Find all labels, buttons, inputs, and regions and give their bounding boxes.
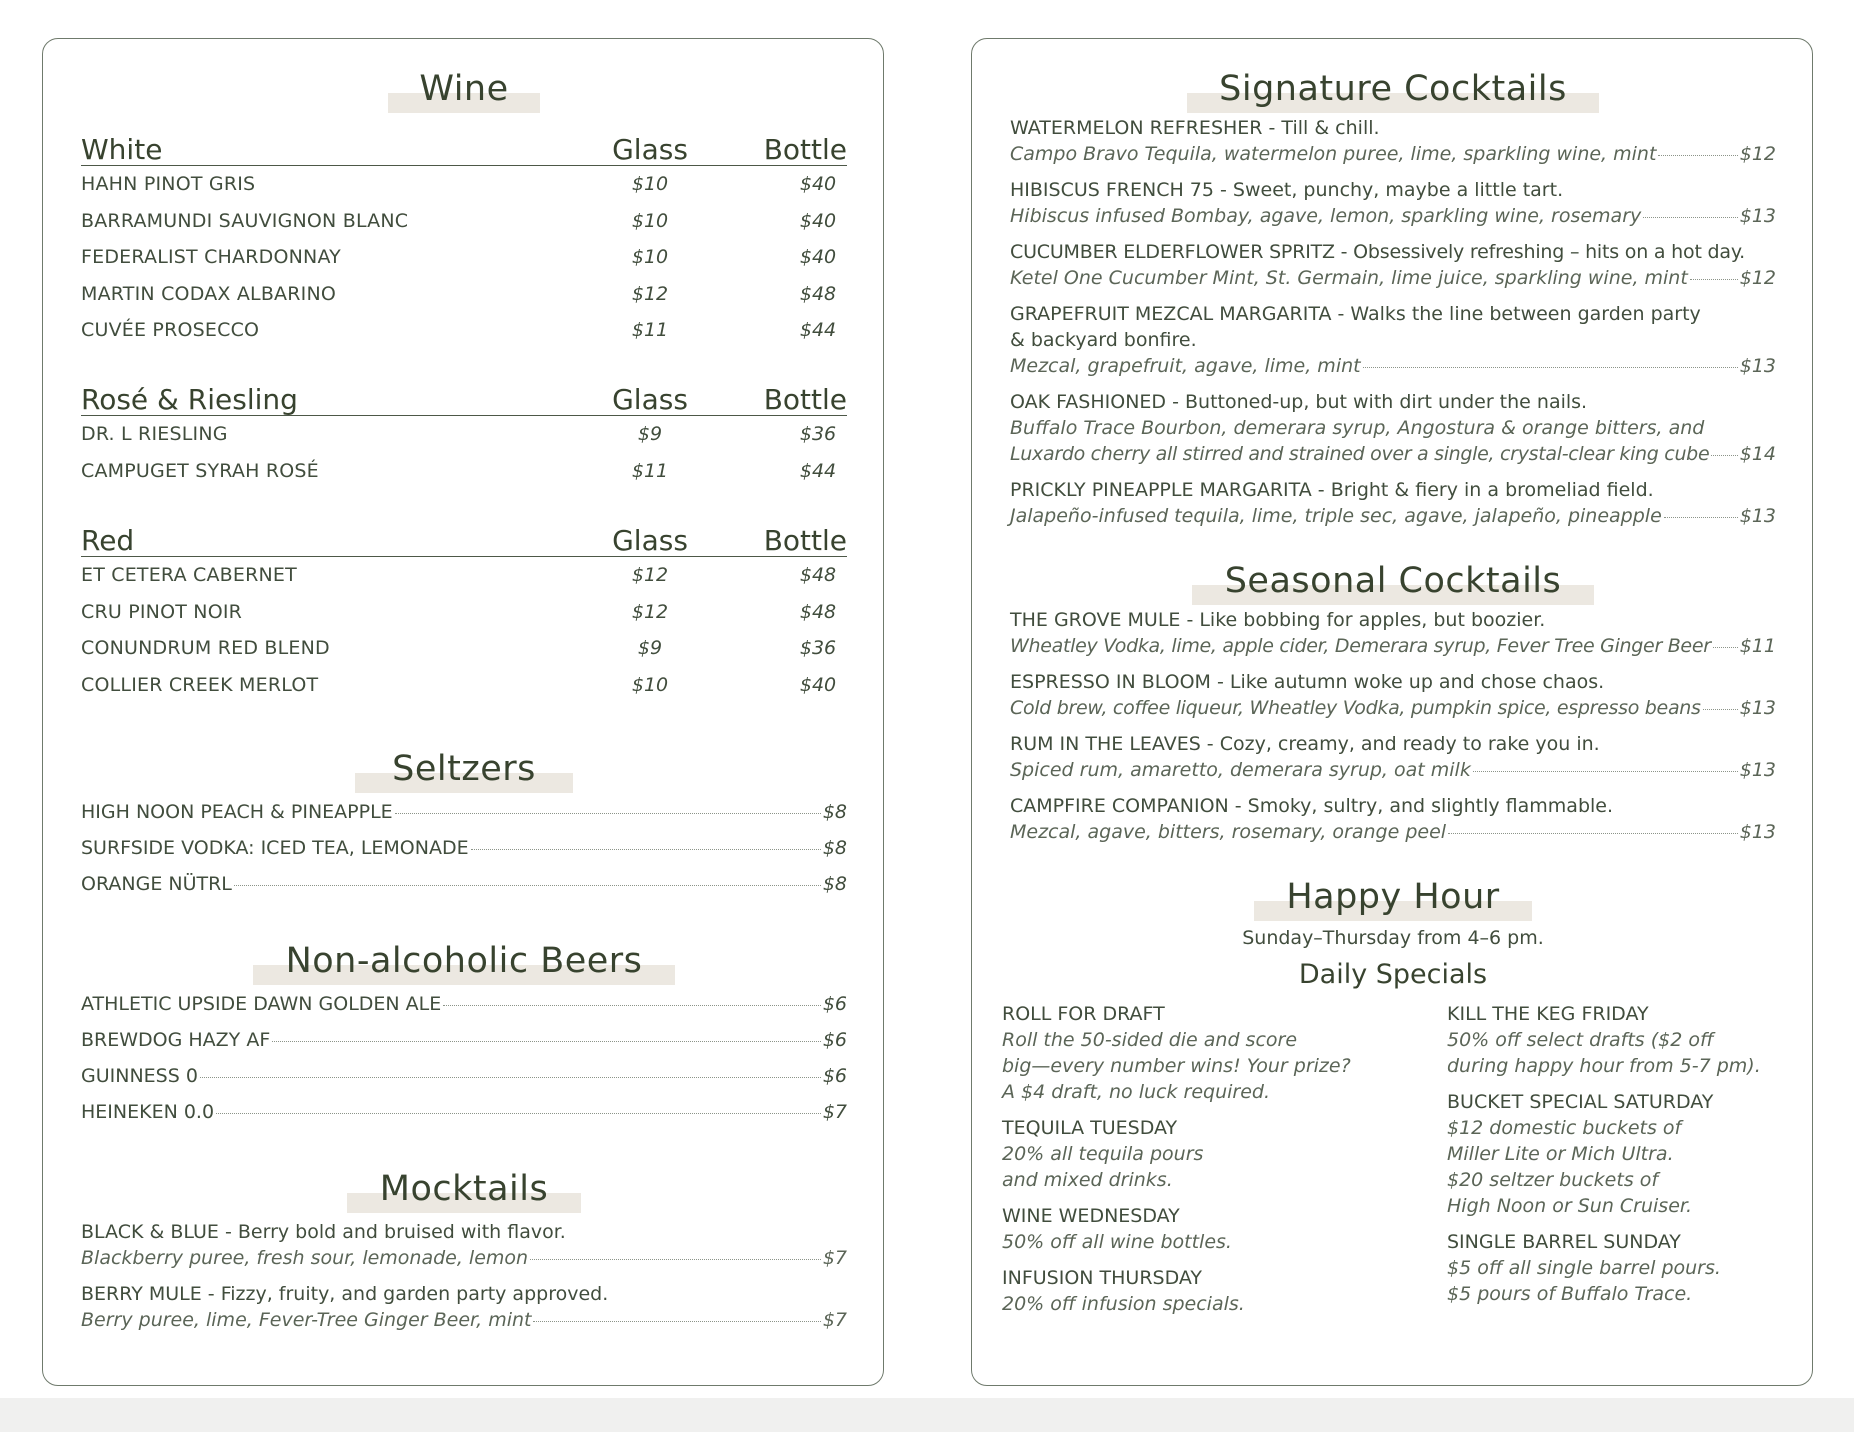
dot-leader [1703,709,1738,710]
wine-group-header [81,131,847,166]
signature-section [1010,69,1776,539]
item-price: $6 [822,1029,847,1051]
special-title: BUCKET SPECIAL SATURDAY [1447,1091,1714,1113]
cocktail-item [1010,477,1776,529]
item-desc: Ketel One Cucumber Mint, St. Germain, lime juice, sparkling wine, mint [1010,267,1688,289]
dot-leader [1713,647,1738,648]
special-item [1447,1001,1787,1079]
item-desc: Jalapeño-infused tequila, lime, triple sec, agave, jalapeño, pineapple [1010,505,1662,527]
happy-hour-title: Happy Hour [1286,877,1500,917]
special-item [1447,1229,1787,1307]
item-price: $7 [822,1309,847,1331]
item-price: $7 [822,1101,847,1123]
item-price: $13 [1739,821,1776,843]
special-title: TEQUILA TUESDAY [1002,1117,1178,1139]
wine-group-header [81,522,847,557]
bottle-price: $36 [799,423,837,446]
cocktail-item [1010,239,1776,291]
daily-specials-title: Daily Specials [1298,959,1488,990]
item-desc-row [1010,203,1776,229]
section-title-seltzers [81,749,847,793]
item-price: $8 [822,873,847,895]
item-title: RUM IN THE LEAVES - Cozy, creamy, and ready to rake you in. [1010,733,1600,755]
special-title: ROLL FOR DRAFT [1002,1003,1165,1025]
special-desc: big—every number wins! Your prize? [1002,1055,1351,1077]
item-price: $13 [1739,355,1776,377]
special-desc: Miller Lite or Mich Ultra. [1447,1143,1674,1165]
happy-hour-hours: Sunday–Thursday from 4–6 pm. [1242,927,1544,949]
special-desc: $12 domestic buckets of [1447,1117,1682,1139]
item-desc-row [81,1245,847,1271]
cocktail-item [1010,731,1776,783]
bottle-price: $44 [799,319,837,342]
item-title: CAMPFIRE COMPANION - Smoky, sultry, and slightly flammable. [1010,795,1614,817]
item-title: CUCUMBER ELDERFLOWER SPRITZ - Obsessively refreshing – hits on a hot day. [1010,241,1746,263]
glass-price: $12 [631,600,669,623]
wine-row [81,276,847,313]
special-desc: $5 off all single barrel pours. [1447,1257,1721,1279]
glass-price: $12 [631,564,669,587]
special-item [1002,1001,1402,1105]
section-title-happy-hour [1010,877,1776,921]
special-desc: during happy hour from 5-7 pm). [1447,1055,1761,1077]
signature-title: Signature Cocktails [1219,69,1567,109]
wine-row [81,166,847,203]
wine-row [81,594,847,631]
item-price: $12 [1739,267,1776,289]
mocktails-title: Mocktails [379,1169,549,1209]
item-price: $6 [822,1065,847,1087]
bottle-price: $40 [799,673,837,696]
cocktail-item [1010,389,1776,467]
mocktail-item [81,1219,847,1271]
menu-panel-right [971,38,1813,1386]
item-price: $7 [822,1247,847,1269]
item-desc: Cold brew, coffee liqueur, Wheatley Vodka, pumpkin spice, espresso beans [1010,697,1701,719]
item-desc-row [1010,265,1776,291]
special-desc: and mixed drinks. [1002,1169,1173,1191]
special-title: KILL THE KEG FRIDAY [1447,1003,1649,1025]
item-name: HIGH NOON PEACH & PINEAPPLE [81,801,393,823]
item-name: ATHLETIC UPSIDE DAWN GOLDEN ALE [81,993,442,1015]
glass-price: $10 [631,673,669,696]
wine-group-rose-riesling [81,381,847,489]
item-desc: Mezcal, agave, bitters, rosemary, orange peel [1010,821,1447,843]
wine-group-header [81,381,847,416]
special-item [1447,1089,1787,1219]
bottom-strip [0,1398,1854,1432]
glass-price: $10 [631,246,669,269]
special-desc: 50% off all wine bottles. [1002,1231,1232,1253]
wine-name: CRU PINOT NOIR [81,600,243,623]
special-desc: A $4 draft, no luck required. [1002,1081,1270,1103]
dot-leader [1363,367,1738,368]
item-price: $8 [822,837,847,859]
section-title-signature [1010,69,1776,113]
dot-leader [1658,155,1737,156]
dot-leader [533,1321,820,1322]
wine-name: MARTIN CODAX ALBARINO [81,282,337,305]
wine-row [81,203,847,240]
item-title-continued: & backyard bonfire. [1010,329,1197,351]
special-title: WINE WEDNESDAY [1002,1205,1180,1227]
beers-title: Non-alcoholic Beers [285,941,643,981]
item-title: HIBISCUS FRENCH 75 - Sweet, punchy, maybe a little tart. [1010,179,1564,201]
group-name: Rosé & Riesling [81,383,298,416]
seltzers-title: Seltzers [392,749,536,789]
item-price: $6 [822,993,847,1015]
wine-name: DR. L RIESLING [81,423,228,446]
dot-leader [234,885,821,886]
group-name: Red [81,524,135,557]
item-desc: Berry puree, lime, Fever-Tree Ginger Beer, mint [81,1309,532,1331]
list-item [81,873,847,909]
cocktail-item [1010,177,1776,229]
bottle-price: $48 [799,282,837,305]
item-desc-row [1010,819,1776,845]
glass-header: Glass [612,524,688,557]
item-price: $13 [1739,505,1776,527]
wine-row [81,312,847,349]
glass-price: $12 [631,282,669,305]
specials-left-column [1002,1001,1402,1327]
item-desc-row [1010,503,1776,529]
dot-leader [1643,217,1737,218]
special-title: INFUSION THURSDAY [1002,1267,1203,1289]
glass-price: $9 [637,637,663,660]
list-item [81,1065,847,1101]
item-title: BLACK & BLUE - Berry bold and bruised with flavor. [81,1221,566,1243]
item-desc: Wheatley Vodka, lime, apple cider, Demerara syrup, Fever Tree Ginger Beer [1010,635,1711,657]
menu-panel-left [42,38,884,1386]
item-desc: Spiced rum, amaretto, demerara syrup, oat milk [1010,759,1471,781]
section-title-beers [81,941,847,985]
glass-price: $11 [631,319,669,342]
wine-section [81,69,847,113]
glass-price: $10 [631,209,669,232]
item-desc-row [1010,141,1776,167]
wine-title: Wine [419,69,509,109]
wine-row [81,239,847,276]
glass-price: $9 [637,423,663,446]
special-desc: 20% off infusion specials. [1002,1293,1245,1315]
dot-leader [471,849,821,850]
wine-name: FEDERALIST CHARDONNAY [81,246,341,269]
list-item [81,1029,847,1065]
item-name: GUINNESS 0 [81,1065,198,1087]
item-desc-row [1010,633,1776,659]
item-price: $11 [1739,635,1776,657]
special-desc: $5 pours of Buffalo Trace. [1447,1283,1693,1305]
bottle-price: $40 [799,173,837,196]
bottle-price: $40 [799,246,837,269]
dot-leader [1690,279,1738,280]
seltzers-section [81,749,847,909]
wine-row [81,557,847,594]
item-desc-row [1010,441,1776,467]
glass-header: Glass [612,383,688,416]
bottle-header: Bottle [763,383,847,416]
section-title-seasonal [1010,561,1776,605]
list-item [81,801,847,837]
group-name: White [81,133,163,166]
dot-leader [443,1005,821,1006]
item-name: HEINEKEN 0.0 [81,1101,215,1123]
dot-leader [1473,771,1738,772]
section-title-mocktails [81,1169,847,1213]
cocktail-item [1010,793,1776,845]
section-title-wine [81,69,847,113]
wine-name: BARRAMUNDI SAUVIGNON BLANC [81,209,409,232]
item-title: PRICKLY PINEAPPLE MARGARITA - Bright & fiery in a bromeliad field. [1010,479,1654,501]
special-item [1002,1115,1402,1193]
item-name: BREWDOG HAZY AF [81,1029,271,1051]
seasonal-section [1010,561,1776,855]
item-price: $13 [1739,205,1776,227]
bottle-price: $40 [799,209,837,232]
item-desc: Blackberry puree, fresh sour, lemonade, lemon [81,1247,529,1269]
item-title: BERRY MULE - Fizzy, fruity, and garden party approved. [81,1283,609,1305]
dot-leader [1711,455,1737,456]
dot-leader [200,1077,821,1078]
cocktail-item [1010,607,1776,659]
item-price: $12 [1739,143,1776,165]
bottle-header: Bottle [763,524,847,557]
special-item [1002,1203,1402,1255]
wine-name: CONUNDRUM RED BLEND [81,637,330,660]
item-title: GRAPEFRUIT MEZCAL MARGARITA - Walks the line between garden party [1010,303,1701,325]
cocktail-item [1010,669,1776,721]
list-item [81,837,847,873]
item-desc-row [81,1307,847,1333]
item-name: SURFSIDE VODKA: ICED TEA, LEMONADE [81,837,469,859]
glass-price: $11 [631,459,669,482]
wine-group-white [81,131,847,349]
item-title: WATERMELON REFRESHER - Till & chill. [1010,117,1380,139]
bottle-header: Bottle [763,133,847,166]
glass-header: Glass [612,133,688,166]
wine-name: CUVÉE PROSECCO [81,319,260,342]
item-title: OAK FASHIONED - Buttoned-up, but with dirt under the nails. [1010,391,1588,413]
item-desc: Luxardo cherry all stirred and strained over a single, crystal-clear king cube [1010,443,1710,465]
bottle-price: $48 [799,600,837,623]
mocktail-item [81,1281,847,1333]
item-price: $13 [1739,697,1776,719]
item-desc: Hibiscus infused Bombay, agave, lemon, sparkling wine, rosemary [1010,205,1642,227]
specials-right-column [1447,1001,1787,1317]
item-price: $8 [822,801,847,823]
list-item [81,993,847,1029]
item-desc: Mezcal, grapefruit, agave, lime, mint [1010,355,1361,377]
dot-leader [272,1041,821,1042]
bottle-price: $44 [799,459,837,482]
wine-row [81,453,847,490]
mocktails-section [81,1169,847,1343]
special-desc: 50% off select drafts ($2 off [1447,1029,1714,1051]
wine-name: CAMPUGET SYRAH ROSÉ [81,459,319,482]
wine-name: HAHN PINOT GRIS [81,173,256,196]
list-item [81,1101,847,1137]
seasonal-title: Seasonal Cocktails [1224,561,1562,601]
dot-leader [1664,517,1738,518]
special-desc: 20% all tequila pours [1002,1143,1204,1165]
cocktail-item [1010,301,1776,379]
bottle-price: $36 [799,637,837,660]
item-desc-row [1010,757,1776,783]
item-name: ORANGE NÜTRL [81,873,232,895]
special-desc: High Noon or Sun Cruiser. [1447,1195,1693,1217]
cocktail-item [1010,115,1776,167]
dot-leader [530,1259,821,1260]
item-desc: Campo Bravo Tequila, watermelon puree, lime, sparkling wine, mint [1010,143,1657,165]
special-title: SINGLE BARREL SUNDAY [1447,1231,1681,1253]
item-price: $13 [1739,759,1776,781]
dot-leader [395,813,821,814]
special-desc: $20 seltzer buckets of [1447,1169,1659,1191]
special-desc: Roll the 50-sided die and score [1002,1029,1298,1051]
happy-hour-section [1010,877,1776,990]
item-title: ESPRESSO IN BLOOM - Like autumn woke up and chose chaos. [1010,671,1605,693]
item-desc-row [1010,353,1776,379]
wine-row [81,630,847,667]
glass-price: $10 [631,173,669,196]
wine-row [81,416,847,453]
item-desc-row [1010,695,1776,721]
dot-leader [1448,833,1738,834]
beers-section [81,941,847,1137]
wine-group-red [81,522,847,703]
bottle-price: $48 [799,564,837,587]
item-price: $14 [1739,443,1776,465]
special-item [1002,1265,1402,1317]
item-title: THE GROVE MULE - Like bobbing for apples, but boozier. [1010,609,1546,631]
wine-row [81,667,847,704]
item-desc: Buffalo Trace Bourbon, demerara syrup, Angostura & orange bitters, and [1010,417,1705,439]
wine-name: COLLIER CREEK MERLOT [81,673,319,696]
wine-name: ET CETERA CABERNET [81,564,297,587]
dot-leader [216,1113,821,1114]
